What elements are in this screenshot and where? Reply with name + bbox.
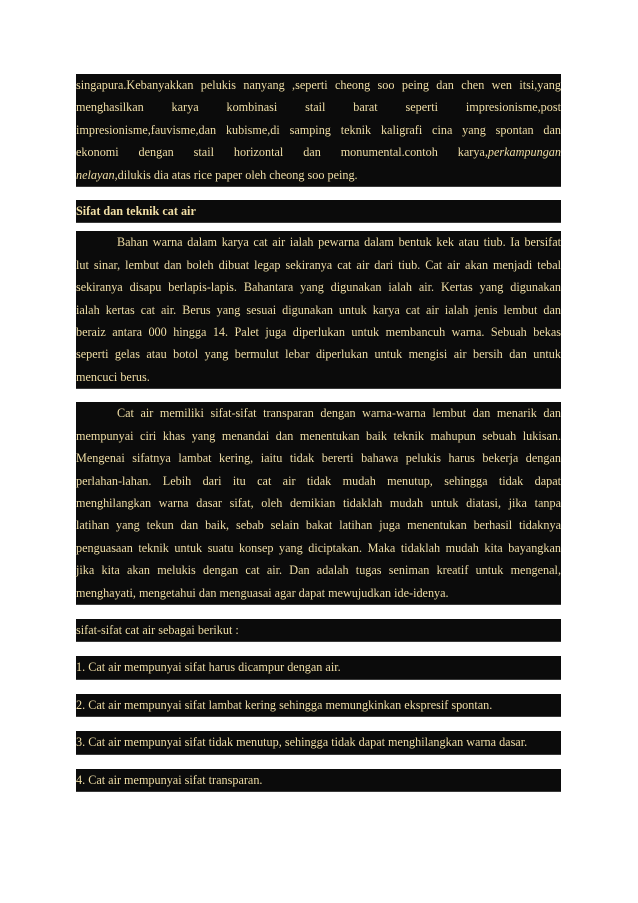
italic-fragment: nelayan, <box>76 167 118 182</box>
text-line: jika kita akan melukis dengan cat air. Dan adalah tugas seniman kreatif untuk mengenal, <box>76 563 561 578</box>
spacer <box>76 755 561 769</box>
section-heading: Sifat dan teknik cat air <box>76 200 561 223</box>
text-line: mempunyai ciri khas yang menandai dan menentukan baik teknik mahupun sebuah lukisan. <box>76 428 561 443</box>
text-line: menghayati, mengetahui dan menguasai agar dapat mewujudkan ide-idenya. <box>76 585 449 600</box>
text-line: latihan yang tekun dan baik, sebab selain bakat latihan juga menentukan berhasil tidaknya <box>76 518 561 533</box>
text-line: Cat air memiliki sifat-sifat transparan dengan warna-warna lembut dan menarik dan <box>117 406 561 421</box>
spacer <box>76 680 561 694</box>
text-line: sekiranya disapu berlapis-lapis. Bahantara yang digunakan ialah air. Kertas yang digunakan <box>76 280 561 295</box>
text-line <box>76 164 561 186</box>
list-intro: sifat-sifat cat air sebagai berikut : <box>76 619 561 642</box>
text-line <box>76 141 561 163</box>
text-line: seperti gelas atau botol yang bermulut lebar diperlukan untuk mengisi air bersih dan untuk <box>76 347 561 362</box>
spacer <box>76 642 561 656</box>
text-line: Bahan warna dalam karya cat air ialah pewarna dalam bentuk kek atau tiub. Ia bersifat <box>117 235 561 250</box>
paragraph-intro <box>76 74 561 187</box>
text-line: perlahan-lahan. Lebih dari itu cat air tidak mudah menutup, sehingga tidak dapat <box>76 473 561 488</box>
italic-fragment: perkampungan <box>487 145 561 160</box>
list-item: 2. Cat air mempunyai sifat lambat kering sehingga memungkinkan ekspresif spontan. <box>76 694 561 717</box>
spacer <box>76 389 561 402</box>
text-line: singapura.Kebanyakkan pelukis nanyang ,seperti cheong soo peing dan chen wen itsi,yang <box>76 78 561 92</box>
spacer <box>76 187 561 200</box>
text-fragment: dilukis dia atas rice paper oleh cheong soo peing. <box>117 167 358 182</box>
paragraph-materials <box>76 231 561 389</box>
text-line: beraiz antara 000 hingga 14. Palet juga diperlukan untuk membancuh warna. Sebuah bekas <box>76 325 561 340</box>
spacer <box>76 605 561 619</box>
list-item: 3. Cat air mempunyai sifat tidak menutup, sehingga tidak dapat menghilangkan warna dasar. <box>76 731 561 754</box>
text-line: menghilangkan warna dasar sifat, oleh demikian tidaklah mudah untuk diatasi, jika tanpa <box>76 495 561 510</box>
text-line: Mengenai sifatnya lambat kering, iaitu tidak bererti bahawa pelukis harus bekerja dengan <box>76 451 561 466</box>
text-line: impresionisme,fauvisme,dan kubisme,di samping teknik kaligrafi cina yang spontan dan <box>76 122 561 137</box>
text-line: ialah kertas cat air. Berus yang sesuai digunakan untuk karya cat air ialah jenis lembut dan <box>76 302 561 317</box>
spacer <box>76 223 561 231</box>
text-line: lut sinar, lembut dan boleh dibuat legap sekiranya cat air dari tiub. Cat air akan menjadi tebal <box>76 257 561 272</box>
text-line: mencuci berus. <box>76 369 150 384</box>
text-line: menghasilkan karya kombinasi stail barat seperti impresionisme,post <box>76 100 561 115</box>
list-item: 1. Cat air mempunyai sifat harus dicampur dengan air. <box>76 656 561 679</box>
paragraph-properties <box>76 402 561 605</box>
text-fragment: ekonomi dengan stail horizontal dan monumental.contoh karya, <box>76 145 488 160</box>
text-line: penguasaan teknik untuk suatu konsep yang diciptakan. Maka tidaklah mudah kita bayangkan <box>76 540 561 555</box>
document-body <box>76 74 561 792</box>
list-item: 4. Cat air mempunyai sifat transparan. <box>76 769 561 792</box>
spacer <box>76 717 561 731</box>
